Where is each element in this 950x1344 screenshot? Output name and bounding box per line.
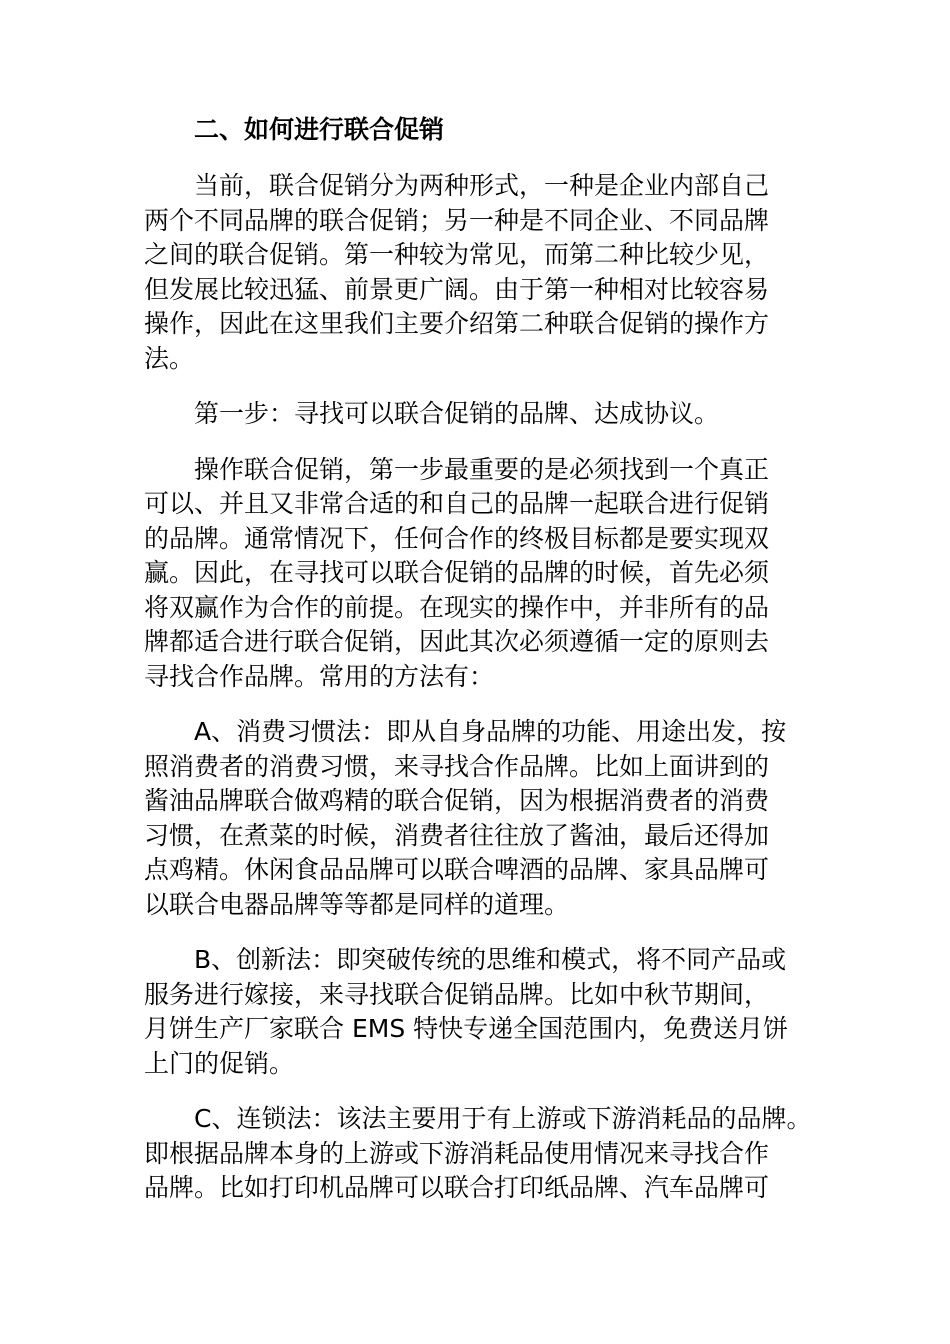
paragraph-method-a <box>144 715 814 922</box>
text-line: 操作，因此在这里我们主要介绍第二种联合促销的操作方 <box>144 309 770 338</box>
text-line: B、创新法：即突破传统的思维和模式，将不同产品或 <box>194 945 787 974</box>
text-line: C、连锁法：该法主要用于有上游或下游消耗品的品牌。 <box>194 1104 812 1133</box>
text-line: 第一步：寻找可以联合促销的品牌、达成协议。 <box>194 399 720 428</box>
paragraph-intro <box>144 169 814 376</box>
text-line: 可以、并且又非常合适的和自己的品牌一起联合进行促销 <box>144 489 770 518</box>
text-line: 服务进行嫁接，来寻找联合促销品牌。比如中秋节期间， <box>144 979 770 1009</box>
text-line: 的品牌。通常情况下，任何合作的终极目标都是要实现双 <box>144 523 770 553</box>
paragraph-method-b <box>144 943 814 1081</box>
text-line: 牌都适合进行联合促销，因此其次必须遵循一定的原则去 <box>144 627 770 656</box>
text-line: 以联合电器品牌等等都是同样的道理。 <box>144 889 570 919</box>
text-line: 寻找合作品牌。常用的方法有： <box>144 661 495 691</box>
text-line: 两个不同品牌的联合促销；另一种是不同企业、不同品牌 <box>144 205 770 235</box>
text-line: 照消费者的消费习惯，来寻找合作品牌。比如上面讲到的 <box>144 751 770 781</box>
paragraph-step-one <box>144 397 814 432</box>
text-line: 法。 <box>144 343 195 373</box>
text-line: 操作联合促销，第一步最重要的是必须找到一个真正 <box>194 454 770 484</box>
text-line: 之间的联合促销。第一种较为常见，而第二种比较少见， <box>144 240 770 269</box>
text-line: 上门的促销。 <box>144 1048 295 1078</box>
text-line: 但发展比较迅猛、前景更广阔。由于第一种相对比较容易 <box>144 274 770 304</box>
text-line: 品牌。比如打印机品牌可以联合打印纸品牌、汽车品牌可 <box>144 1173 770 1202</box>
text-line: A、消费习惯法：即从自身品牌的功能、用途出发，按 <box>194 717 787 746</box>
text-line: 月饼生产厂家联合 EMS 特快专递全国范围内，免费送月饼 <box>144 1014 789 1043</box>
text-line: 当前，联合促销分为两种形式，一种是企业内部自己 <box>194 171 770 200</box>
text-line: 赢。因此，在寻找可以联合促销的品牌的时候，首先必须 <box>144 558 770 587</box>
text-line: 即根据品牌本身的上游或下游消耗品使用情况来寻找合作 <box>144 1138 770 1168</box>
paragraph-step-one-detail <box>144 453 814 695</box>
text-line: 点鸡精。休闲食品品牌可以联合啤酒的品牌、家具品牌可 <box>144 855 770 884</box>
section-heading: 二、如何进行联合促销 <box>194 115 445 144</box>
paragraph-method-c <box>144 1102 814 1206</box>
text-line: 将双赢作为合作的前提。在现实的操作中，并非所有的品 <box>144 592 770 622</box>
text-line: 酱油品牌联合做鸡精的联合促销，因为根据消费者的消费 <box>144 786 770 815</box>
document-page <box>144 112 814 1227</box>
text-line: 习惯，在煮菜的时候，消费者往往放了酱油，最后还得加 <box>144 820 770 850</box>
